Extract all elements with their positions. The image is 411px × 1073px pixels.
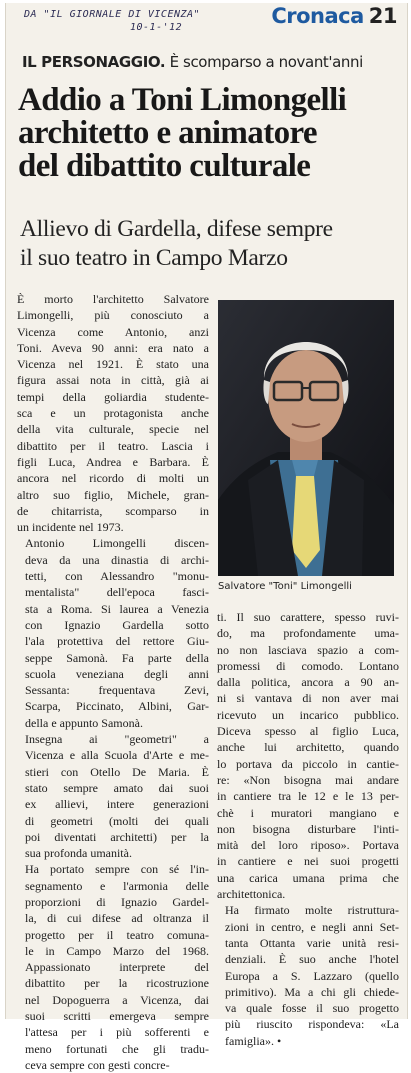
article-line: Vicenza nel 1921. È stato una (17, 357, 209, 372)
article-line: in cantiere tra le 12 e le 13 per- (217, 789, 399, 804)
article-line: figli Luca, Andrea e Barbara. È (17, 454, 209, 469)
kicker-label: IL PERSONAGGIO. (22, 53, 166, 71)
source-note-text: DA "IL GIORNALE DI VICENZA" (24, 9, 201, 20)
section-header (271, 4, 397, 28)
article-line: Toni. Aveva 90 anni: era nato a (17, 340, 209, 355)
article-line: promessi di comodo. Lontano (217, 658, 399, 673)
headline-line: architetto e animatore (18, 115, 317, 151)
article-line: dibattito per il teatro. Lascia i (17, 438, 209, 453)
article-paragraph (17, 731, 209, 861)
article-line: stato sempre amato dai suoi (25, 780, 209, 795)
article-line: tempi della goliardia studente- (17, 389, 209, 404)
article-line: poi diventati architetti) per la (25, 829, 209, 844)
page-number: 21 (368, 4, 397, 28)
article-line: dibattito per la ricostruzione (25, 976, 209, 991)
article-line: de chitarrista, scomparso in (17, 503, 209, 518)
article-paragraph (217, 609, 399, 902)
article-paragraph (217, 902, 399, 1049)
article-line: Antonio Limongelli discen- (25, 536, 209, 551)
article-line: nel Dopoguerra a Vicenza, dai (25, 992, 209, 1007)
article-line: Scarpa, Piccinato, Albini, Gar- (25, 699, 209, 714)
article-line: Vicenza come Antonio, anzi (17, 324, 209, 339)
article-line: ex allievi, intere generazioni (25, 797, 209, 812)
article-line: denziali. È suo anche l'hotel (225, 952, 399, 967)
article-line: con Ignazio Gardella sotto (25, 617, 209, 632)
article-line: sta a Roma. Si laurea a Venezia (25, 601, 209, 616)
article-line: scuola veneziana degli anni (25, 666, 209, 681)
portrait-image (218, 300, 394, 576)
article-line: tanta Ottanta varie unità resi- (225, 935, 399, 950)
article-line: chè i muratori mangiano e (217, 805, 399, 820)
article-line: deva da una dinastia di archi- (25, 552, 209, 567)
article-line: zioni in centro, e negli anni Set- (225, 919, 399, 934)
article-line: Limongelli, più conosciuto a (17, 308, 209, 323)
article-line: meno fortunati che gli tradu- (25, 1041, 209, 1056)
article-line: sua profonda umanità. (25, 846, 132, 861)
article-line: no non lasciava spazio a com- (217, 642, 399, 657)
article-line: di geometri (molti dei quali (25, 813, 209, 828)
source-note-date: 10-1-'12 (130, 22, 183, 33)
article-line: Europa a S. Lazzaro (quello (225, 968, 399, 983)
article-paragraph (17, 535, 209, 731)
article-line: tetti, con Alessandro "monu- (25, 569, 209, 584)
article-paragraph (17, 861, 209, 1073)
article-line: non bisogna disturbare l'inti- (217, 821, 399, 836)
article-line: È morto l'architetto Salvatore (17, 292, 209, 306)
kicker (22, 53, 392, 71)
subheadline-line: Allievo di Gardella, difese sempre (20, 216, 333, 242)
article-line: Sessanta: frequentava Zevi, (25, 683, 209, 698)
headline-line: Addio a Toni Limongelli (18, 82, 347, 118)
article-line: mentalista" dell'epoca fasci- (25, 585, 209, 600)
article-line: proporzioni di Ignazio Gardel- (25, 894, 209, 909)
article-line: sca e un protagonista anche (17, 406, 209, 421)
article-line: l'ala protettiva del rettore Giu- (25, 634, 209, 649)
photo-caption: Salvatore "Toni" Limongelli (218, 581, 352, 592)
kicker-text: È scomparso a novant'anni (169, 53, 363, 71)
article-line: Ha portato sempre con sé l'in- (25, 862, 209, 877)
article-line: progetto per il teatro comuna- (25, 927, 209, 942)
handwritten-source-note (24, 8, 254, 34)
article-line: mità del loro riposo». Portava (217, 838, 399, 853)
article-line: una carica umana prima che (217, 870, 399, 885)
article-line: suoi scritti emergeva sempre (25, 1009, 209, 1024)
article-line: seppe Samonà. Fa parte della (25, 650, 209, 665)
article-line: famiglia». • (225, 1033, 282, 1048)
article-line: altro suo figlio, Michele, gran- (17, 487, 209, 502)
article-line: la, di cui difese ad oltranza il (25, 911, 209, 926)
section-name: Cronaca (271, 4, 364, 28)
article-line: stieri con Otello De Maria. È (25, 764, 209, 779)
article-line: ancora nel ricordo di molti un (17, 471, 209, 486)
article-line: lo portava da piccolo in cantie- (217, 756, 399, 771)
article-line: Diceva spesso al figlio Luca, (217, 724, 399, 739)
portrait-photo (218, 300, 394, 576)
headline-line: del dibattito culturale (18, 148, 311, 184)
article-line: figura assai nota in città, già ai (17, 373, 209, 388)
article-line: l'attesa per i più sofferenti e (25, 1025, 209, 1040)
article-line: ceva sempre con gesti concre- (25, 1057, 170, 1072)
article-line: do, ma profondamente uma- (217, 626, 399, 641)
article-line: re: «Non bisogna mai andare (217, 772, 399, 787)
article-line: primitivo). Ma a chi gli chiede- (225, 984, 399, 999)
headline (18, 84, 398, 183)
article-line: va quale fosse il suo progetto (225, 1001, 399, 1016)
article-line: in cantiere e nei suoi progetti (217, 854, 399, 869)
article-line: Insegna ai "geometri" a (25, 732, 209, 747)
article-line: segnamento e l'armonia delle (25, 878, 209, 893)
article-line: Ha firmato molte ristruttura- (225, 903, 399, 918)
article-line: ti. Il suo carattere, spesso ruvi- (217, 610, 399, 624)
subheadline (20, 215, 400, 273)
article-line: ricevuto un incarico pubblico. (217, 707, 399, 722)
article-line: architettonica. (217, 887, 286, 902)
article-line: le in Campo Marzo del 1968. (25, 943, 209, 958)
article-column-1 (17, 291, 209, 1073)
article-line: un incidente nel 1973. (17, 520, 124, 535)
article-paragraph (17, 291, 209, 535)
article-line: Appassionato interprete del (25, 960, 209, 975)
subheadline-line: il suo teatro in Campo Marzo (20, 245, 288, 271)
article-line: della e appunto Samonà. (25, 715, 143, 730)
article-line: dalla politica, ancora a 90 an- (217, 675, 399, 690)
article-line: più riuscito rispondeva: «La (225, 1017, 399, 1032)
article-column-2 (217, 609, 399, 1049)
article-line: anche lui architetto, quando (217, 740, 399, 755)
article-line: ni si vantava di non aver mai (217, 691, 399, 706)
article-line: Vicenza e alla Scuola d'Arte e me- (25, 748, 209, 763)
article-line: della vita culturale, specie nel (17, 422, 209, 437)
